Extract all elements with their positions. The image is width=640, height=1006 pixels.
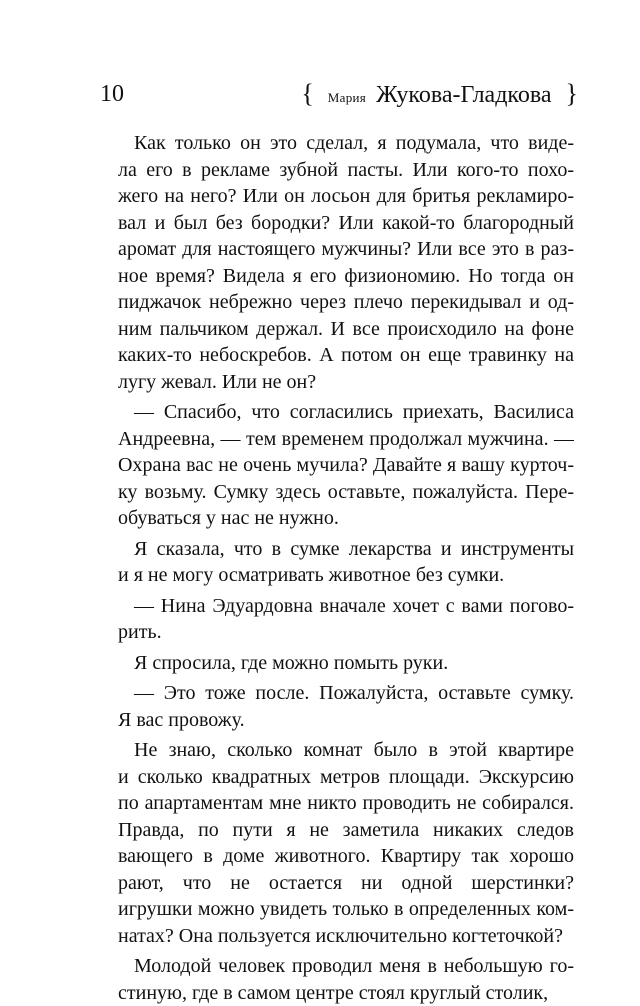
text-line: лугу жевал. Или не он? [118, 369, 574, 396]
page-number: 10 [100, 78, 124, 110]
text-line: Я спросила, где можно помыть руки. [118, 650, 574, 677]
text-line: жего на него? Или он лосьон для бритья рекламиро- [118, 183, 574, 210]
text-line: вал и был без бородки? Или какой-то благородный [118, 210, 574, 237]
text-line: и сколько квадратных метров площади. Экскурсию [118, 764, 574, 791]
text-line: — Это тоже после. Пожалуйста, оставьте сумку. [118, 680, 574, 707]
text-line: обуваться у нас не нужно. [118, 505, 574, 532]
text-line: рить. [118, 619, 574, 646]
text-line: ла его в рекламе зубной пасты. Или кого-то похо- [118, 157, 574, 184]
author-first-name: Мария [328, 90, 366, 105]
paragraph [118, 399, 574, 532]
brace-open: { [301, 79, 313, 108]
text-line: Как только он это сделал, я подумала, что виде- [118, 130, 574, 157]
running-head [301, 78, 578, 114]
text-line: ное время? Видела я его физиономию. Но тогда он [118, 263, 574, 290]
text-line: игрушки можно увидеть только в определенных ком- [118, 896, 574, 923]
body-text [118, 130, 574, 1006]
text-line: вающего в доме животного. Квартиру так хорошо [118, 843, 574, 870]
paragraph [118, 593, 574, 646]
paragraph [118, 737, 574, 949]
text-line: Андреевна, — тем временем продолжал мужчина. — [118, 426, 574, 453]
text-line: аромат для настоящего мужчины? Или все это в раз- [118, 236, 574, 263]
paragraph [118, 680, 574, 733]
paragraph [118, 536, 574, 589]
page-header [100, 78, 578, 110]
text-line: натах? Она пользуется исключительно когтеточкой? [118, 923, 574, 950]
text-line: Я сказала, что в сумке лекарства и инструменты [118, 536, 574, 563]
paragraph [118, 650, 574, 677]
author-last-name: Жукова-Гладкова [376, 82, 551, 108]
text-line: — Спасибо, что согласились приехать, Василиса [118, 399, 574, 426]
text-line: — Нина Эдуардовна вначале хочет с вами погово- [118, 593, 574, 620]
text-line: ним пальчиком держал. И все происходило на фоне [118, 316, 574, 343]
paragraph [118, 130, 574, 395]
text-line: по апартаментам мне никто проводить не собирался. [118, 790, 574, 817]
text-line: стиную, где в самом центре стоял круглый столик, [118, 980, 574, 1006]
brace-close: } [566, 79, 578, 108]
text-line: Молодой человек проводил меня в небольшую го- [118, 953, 574, 980]
text-line: и я не могу осматривать животное без сумки. [118, 562, 574, 589]
text-line: Правда, по пути я не заметила никаких следов [118, 817, 574, 844]
text-line: ку возьму. Сумку здесь оставьте, пожалуйста. Пере- [118, 479, 574, 506]
text-line: Не знаю, сколько комнат было в этой квартире [118, 737, 574, 764]
text-line: Охрана вас не очень мучила? Давайте я вашу курточ- [118, 452, 574, 479]
text-line: пиджачок небрежно через плечо перекидывал и од- [118, 289, 574, 316]
paragraph [118, 953, 574, 1006]
text-line: рают, что не остается ни одной шерстинки? [118, 870, 574, 897]
text-line: каких-то небоскребов. А потом он еще травинку на [118, 342, 574, 369]
text-line: Я вас провожу. [118, 707, 574, 734]
